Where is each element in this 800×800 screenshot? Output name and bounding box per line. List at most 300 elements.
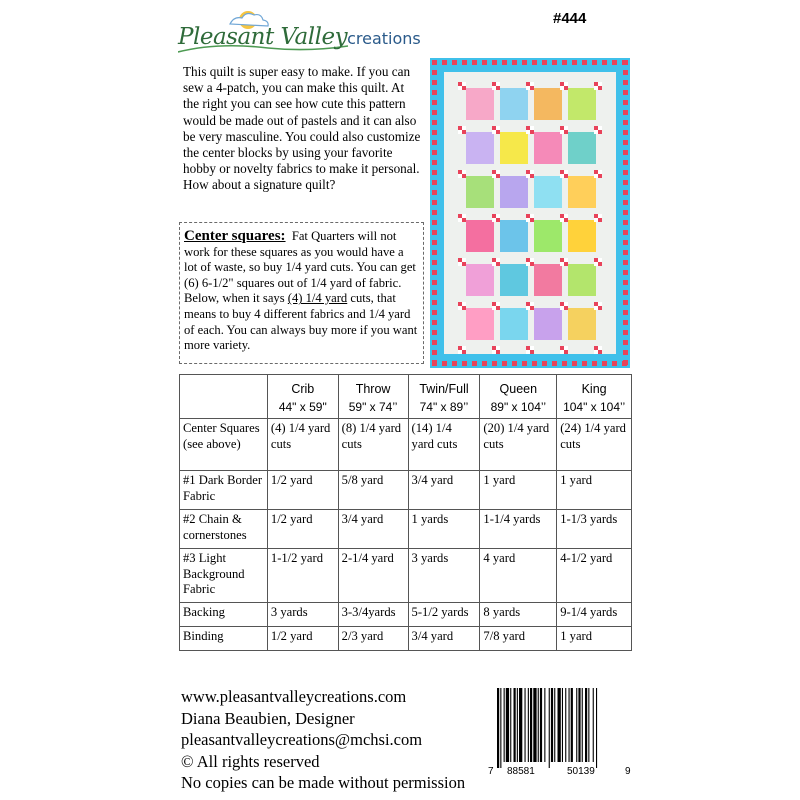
table-cell: 1/2 yard	[267, 627, 338, 651]
table-cell: 3/4 yard	[338, 510, 408, 549]
table-row	[180, 549, 632, 603]
quilt-edge-chain	[602, 361, 607, 366]
quilt-chain-square	[526, 218, 530, 222]
table-cell: 3/4 yard	[408, 471, 480, 510]
quilt-chain-square	[526, 174, 530, 178]
row-label: #2 Chain & cornerstones	[180, 510, 268, 549]
quilt-center-square	[534, 132, 562, 164]
quilt-center-square	[500, 220, 528, 252]
quilt-edge-chain	[623, 240, 628, 245]
quilt-edge-chain	[582, 60, 587, 65]
table-cell: (24) 1/4 yard cuts	[557, 419, 632, 471]
barcode-bar	[565, 688, 566, 762]
quilt-edge-chain	[502, 361, 507, 366]
quilt-chain-square	[564, 126, 568, 130]
quilt-photo	[430, 58, 630, 368]
quilt-edge-chain	[623, 190, 628, 195]
quilt-edge-chain	[623, 220, 628, 225]
quilt-chain-square	[492, 214, 496, 218]
quilt-chain-square	[598, 350, 602, 354]
quilt-edge-chain	[432, 220, 437, 225]
quilt-edge-chain	[432, 190, 437, 195]
quilt-chain-square	[594, 346, 598, 350]
quilt-edge-chain	[623, 90, 628, 95]
quilt-chain-square	[564, 170, 568, 174]
quilt-chain-square	[458, 170, 462, 174]
barcode-bar	[510, 688, 511, 762]
barcode-bar	[554, 688, 555, 762]
quilt-chain-square	[560, 214, 564, 218]
quilt-edge-chain	[623, 360, 628, 365]
quilt-edge-chain	[432, 110, 437, 115]
quilt-edge-chain	[432, 180, 437, 185]
barcode-bar	[549, 688, 550, 768]
quilt-chain-square	[594, 214, 598, 218]
quilt-edge-chain	[472, 60, 477, 65]
barcode-bar	[544, 688, 545, 762]
logo-sub-text: creations	[347, 29, 421, 48]
quilt-chain-square	[560, 302, 564, 306]
quilt-chain-square	[526, 214, 530, 218]
quilt-chain-square	[492, 346, 496, 350]
quilt-chain-square	[598, 346, 602, 350]
quilt-chain-square	[492, 262, 496, 266]
quilt-chain-square	[560, 82, 564, 86]
quilt-center-square	[500, 88, 528, 120]
quilt-chain-square	[594, 218, 598, 222]
quilt-chain-square	[530, 306, 534, 310]
quilt-chain-square	[564, 86, 568, 90]
quilt-chain-square	[594, 350, 598, 354]
center-squares-heading: Center squares:	[184, 228, 286, 244]
email-link[interactable]: pleasantvalleycreations@mchsi.com	[181, 730, 423, 749]
quilt-center-square	[466, 88, 494, 120]
quilt-edge-chain	[572, 361, 577, 366]
quilt-chain-square	[560, 86, 564, 90]
quilt-edge-chain	[432, 160, 437, 165]
quilt-chain-square	[496, 170, 500, 174]
quilt-center-square	[534, 220, 562, 252]
quilt-chain-square	[458, 218, 462, 222]
barcode-bar	[576, 688, 577, 762]
quilt-edge-chain	[623, 330, 628, 335]
quilt-chain-square	[530, 214, 534, 218]
center-squares-note	[179, 222, 424, 364]
quilt-chain-square	[492, 302, 496, 306]
quilt-chain-square	[458, 82, 462, 86]
quilt-chain-square	[492, 82, 496, 86]
quilt-edge-chain	[592, 361, 597, 366]
quilt-edge-chain	[522, 60, 527, 65]
quilt-chain-square	[496, 86, 500, 90]
quilt-chain-square	[462, 346, 466, 350]
copyright-notice: © All rights reserved	[181, 751, 320, 771]
quilt-center-square	[466, 132, 494, 164]
quilt-edge-chain	[462, 361, 467, 366]
intro-paragraph: This quilt is super easy to make. If you can sew a 4-patch, you can make this quilt. At the right you can see how cute this pattern would be made out of pastels and it can also be very masculine. You could also customize the center blocks by using your favorite hobby or novelty fabrics to make it personal. How about a signature quilt?	[183, 64, 421, 193]
quilt-chain-square	[458, 174, 462, 178]
quilt-chain-square	[530, 350, 534, 354]
quilt-edge-chain	[562, 60, 567, 65]
quilt-edge-chain	[623, 160, 628, 165]
quilt-chain-square	[560, 306, 564, 310]
table-cell: 7/8 yard	[480, 627, 557, 651]
barcode-bar	[571, 688, 573, 762]
quilt-chain-square	[594, 126, 598, 130]
quilt-edge-chain	[442, 60, 447, 65]
quilt-center-square	[500, 264, 528, 296]
table-cell: 3-3/4yards	[338, 603, 408, 627]
quilt-chain-square	[492, 218, 496, 222]
quilt-chain-square	[526, 258, 530, 262]
table-cell: 4 yard	[480, 549, 557, 603]
quilt-chain-square	[598, 218, 602, 222]
table-row	[180, 419, 632, 471]
barcode-bar	[582, 688, 583, 762]
quilt-chain-square	[526, 126, 530, 130]
barcode-bar	[578, 688, 580, 762]
quilt-chain-square	[594, 262, 598, 266]
quilt-edge-chain	[432, 250, 437, 255]
quilt-edge-chain	[623, 200, 628, 205]
barcode-bar	[530, 688, 532, 762]
quilt-chain-square	[496, 218, 500, 222]
quilt-center-square	[568, 308, 596, 340]
barcode-bar	[538, 688, 539, 762]
quilt-center-square	[466, 176, 494, 208]
quilt-chain-square	[496, 82, 500, 86]
quilt-edge-chain	[623, 320, 628, 325]
quilt-chain-square	[598, 82, 602, 86]
quilt-chain-square	[564, 174, 568, 178]
quilt-edge-chain	[432, 170, 437, 175]
barcode-digit-left: 7	[488, 766, 494, 776]
quilt-chain-square	[458, 258, 462, 262]
quilt-chain-square	[458, 306, 462, 310]
quilt-edge-chain	[432, 320, 437, 325]
quilt-edge-chain	[552, 60, 557, 65]
quilt-chain-square	[462, 258, 466, 262]
quilt-chain-square	[560, 170, 564, 174]
quilt-edge-chain	[432, 260, 437, 265]
column-header: Crib 44" x 59"	[267, 375, 338, 419]
quilt-chain-square	[594, 302, 598, 306]
center-squares-text-b: cuts, that means to buy 4 different fabrics and 1/4 yard of each. You can always buy more if you want more variety.	[184, 291, 418, 353]
quilt-chain-square	[496, 262, 500, 266]
table-cell: 9-1/4 yards	[557, 603, 632, 627]
barcode-bar	[593, 688, 594, 762]
quilt-edge-chain	[623, 80, 628, 85]
quilt-image	[430, 58, 630, 368]
quilt-chain-square	[598, 86, 602, 90]
quilt-chain-square	[598, 214, 602, 218]
quilt-chain-square	[462, 306, 466, 310]
logo-main-text: Pleasant Valley	[178, 24, 348, 50]
quilt-center-square	[534, 88, 562, 120]
quilt-edge-chain	[432, 340, 437, 345]
table-cell: 1 yard	[557, 471, 632, 510]
table-cell: 3 yards	[408, 549, 480, 603]
quilt-chain-square	[492, 86, 496, 90]
quilt-chain-square	[560, 262, 564, 266]
quilt-chain-square	[594, 170, 598, 174]
quilt-edge-chain	[432, 300, 437, 305]
quilt-chain-square	[496, 350, 500, 354]
quilt-chain-square	[560, 346, 564, 350]
quilt-chain-square	[598, 126, 602, 130]
quilt-chain-square	[564, 346, 568, 350]
quilt-edge-chain	[623, 60, 628, 65]
quilt-edge-chain	[552, 361, 557, 366]
table-cell: 1/2 yard	[267, 510, 338, 549]
quilt-edge-chain	[623, 340, 628, 345]
quilt-edge-chain	[432, 60, 437, 65]
barcode-bar	[588, 688, 589, 762]
quilt-chain-square	[496, 302, 500, 306]
pattern-number: #444	[553, 10, 587, 27]
quilt-center-square	[568, 88, 596, 120]
quilt-chain-square	[526, 302, 530, 306]
barcode-bar	[540, 688, 542, 762]
quilt-edge-chain	[432, 70, 437, 75]
quilt-edge-chain	[623, 300, 628, 305]
barcode-bar	[528, 688, 529, 762]
quilt-chain-square	[462, 126, 466, 130]
quilt-edge-chain	[532, 361, 537, 366]
pleasant-valley-logo	[178, 8, 421, 58]
quilt-chain-square	[492, 174, 496, 178]
quilt-edge-chain	[542, 60, 547, 65]
quilt-edge-chain	[542, 361, 547, 366]
quilt-chain-square	[594, 86, 598, 90]
quilt-edge-chain	[623, 140, 628, 145]
barcode-bar	[500, 688, 501, 768]
quilt-chain-square	[594, 82, 598, 86]
quilt-edge-chain	[432, 360, 437, 365]
quilt-edge-chain	[512, 361, 517, 366]
quilt-chain-square	[594, 174, 598, 178]
table-cell: 4-1/2 yard	[557, 549, 632, 603]
quilt-edge-chain	[602, 60, 607, 65]
center-squares-text-a: Fat Quarters will not work for these squares as you would have a lot of waste, so buy 1/4 yard cuts. You can get (6) 6-1/2" squares out of 1/4 yard of fabric. Below, when it says	[184, 229, 416, 306]
quilt-chain-square	[598, 302, 602, 306]
quilt-edge-chain	[452, 60, 457, 65]
quilt-chain-square	[598, 130, 602, 134]
table-cell: 1-1/3 yards	[557, 510, 632, 549]
quilt-chain-square	[496, 174, 500, 178]
quilt-chain-square	[458, 214, 462, 218]
quilt-chain-square	[594, 258, 598, 262]
quilt-chain-square	[496, 306, 500, 310]
table-header-row	[180, 375, 632, 419]
quilt-chain-square	[462, 174, 466, 178]
quilt-center-square	[568, 176, 596, 208]
quilt-chain-square	[560, 130, 564, 134]
quilt-chain-square	[492, 258, 496, 262]
table-cell: (20) 1/4 yard cuts	[480, 419, 557, 471]
table-cell: 8 yards	[480, 603, 557, 627]
quilt-edge-chain	[432, 290, 437, 295]
quilt-edge-chain	[442, 361, 447, 366]
quilt-edge-chain	[623, 150, 628, 155]
quilt-center-square	[466, 264, 494, 296]
barcode-bar	[533, 688, 536, 762]
copy-permission-notice: No copies can be made without permission	[181, 773, 466, 792]
quilt-edge-chain	[623, 170, 628, 175]
quilt-edge-chain	[612, 361, 617, 366]
table-cell: (14) 1/4 yard cuts	[408, 419, 480, 471]
quilt-chain-square	[496, 214, 500, 218]
quilt-chain-square	[530, 126, 534, 130]
quilt-chain-square	[530, 170, 534, 174]
quilt-center-square	[568, 132, 596, 164]
quilt-chain-square	[462, 82, 466, 86]
quilt-edge-chain	[472, 361, 477, 366]
quilt-center-square	[534, 308, 562, 340]
quilt-chain-square	[564, 258, 568, 262]
quilt-chain-square	[560, 126, 564, 130]
row-label: Center Squares (see above)	[180, 419, 268, 471]
quilt-edge-chain	[492, 60, 497, 65]
designer-credit: Diana Beaubien, Designer	[181, 708, 355, 728]
quilt-edge-chain	[623, 110, 628, 115]
quilt-edge-chain	[532, 60, 537, 65]
quilt-edge-chain	[502, 60, 507, 65]
quilt-center-square	[534, 176, 562, 208]
quilt-chain-square	[564, 306, 568, 310]
table-cell: 1 yard	[557, 627, 632, 651]
quilt-edge-chain	[522, 361, 527, 366]
quilt-chain-square	[530, 218, 534, 222]
quilt-chain-square	[530, 82, 534, 86]
table-cell: 3/4 yard	[408, 627, 480, 651]
barcode-bar	[585, 688, 587, 762]
quilt-chain-square	[530, 258, 534, 262]
quilt-chain-square	[526, 346, 530, 350]
quilt-edge-chain	[492, 361, 497, 366]
table-cell: 1-1/2 yard	[267, 549, 338, 603]
barcode-bar	[514, 688, 516, 762]
quilt-edge-chain	[432, 270, 437, 275]
quilt-chain-square	[564, 214, 568, 218]
barcode-bar	[517, 688, 518, 762]
quilt-edge-chain	[623, 120, 628, 125]
quilt-chain-square	[526, 262, 530, 266]
quilt-chain-square	[560, 258, 564, 262]
quilt-chain-square	[594, 306, 598, 310]
quilt-edge-chain	[623, 230, 628, 235]
barcode-digits-group1: 88581	[507, 766, 535, 776]
quilt-edge-chain	[432, 310, 437, 315]
quilt-chain-square	[564, 262, 568, 266]
column-header: Queen 89" x 104’’	[480, 375, 557, 419]
quilt-chain-square	[492, 306, 496, 310]
column-header: Twin/Full 74" x 89’’	[408, 375, 480, 419]
quilt-chain-square	[530, 302, 534, 306]
quilt-edge-chain	[623, 280, 628, 285]
barcode-bar	[497, 688, 499, 768]
barcode-bar	[504, 688, 505, 762]
quilt-chain-square	[526, 86, 530, 90]
quilt-center-square	[534, 264, 562, 296]
quilt-chain-square	[526, 130, 530, 134]
quilt-edge-chain	[592, 60, 597, 65]
row-label: #1 Dark Border Fabric	[180, 471, 268, 510]
quilt-edge-chain	[432, 200, 437, 205]
quilt-chain-square	[492, 130, 496, 134]
table-cell: 2-1/4 yard	[338, 549, 408, 603]
table-cell: 5-1/2 yards	[408, 603, 480, 627]
quilt-edge-chain	[512, 60, 517, 65]
quilt-edge-chain	[432, 240, 437, 245]
quilt-chain-square	[598, 174, 602, 178]
table-cell: 1 yards	[408, 510, 480, 549]
quilt-chain-square	[458, 350, 462, 354]
quilt-chain-square	[462, 170, 466, 174]
table-cell: 1/2 yard	[267, 471, 338, 510]
quilt-edge-chain	[623, 70, 628, 75]
quilt-chain-square	[564, 130, 568, 134]
quilt-chain-square	[564, 218, 568, 222]
quilt-chain-square	[564, 82, 568, 86]
website-link[interactable]: www.pleasantvalleycreations.com	[181, 687, 407, 706]
quilt-chain-square	[530, 86, 534, 90]
quilt-edge-chain	[623, 130, 628, 135]
quilt-edge-chain	[562, 361, 567, 366]
quilt-chain-square	[526, 170, 530, 174]
barcode-bars	[485, 686, 633, 776]
footer-info	[181, 686, 465, 794]
quilt-edge-chain	[623, 260, 628, 265]
quilt-chain-square	[462, 86, 466, 90]
quilt-edge-chain	[432, 80, 437, 85]
quilt-chain-square	[458, 130, 462, 134]
table-cell: (4) 1/4 yard cuts	[267, 419, 338, 471]
quilt-chain-square	[530, 174, 534, 178]
quilt-center-square	[500, 132, 528, 164]
quilt-edge-chain	[623, 180, 628, 185]
table-row	[180, 603, 632, 627]
quilt-edge-chain	[432, 350, 437, 355]
barcode-bar	[525, 688, 526, 762]
quilt-edge-chain	[432, 230, 437, 235]
table-cell: (8) 1/4 yard cuts	[338, 419, 408, 471]
quilt-edge-chain	[582, 361, 587, 366]
quilt-chain-square	[560, 218, 564, 222]
barcode-digits-group2: 50139	[567, 766, 595, 776]
quilt-chain-square	[458, 302, 462, 306]
quilt-chain-square	[526, 306, 530, 310]
quilt-center-square	[500, 308, 528, 340]
table-cell: 2/3 yard	[338, 627, 408, 651]
quilt-chain-square	[564, 350, 568, 354]
barcode-bar	[562, 688, 563, 762]
quilt-edge-chain	[432, 140, 437, 145]
barcode-digit-right: 9	[625, 766, 631, 776]
quilt-chain-square	[496, 126, 500, 130]
barcode-bar	[519, 688, 522, 762]
quilt-edge-chain	[623, 250, 628, 255]
quilt-chain-square	[526, 350, 530, 354]
quilt-edge-chain	[432, 130, 437, 135]
quilt-chain-square	[492, 126, 496, 130]
table-cell: 5/8 yard	[338, 471, 408, 510]
quilt-edge-chain	[432, 210, 437, 215]
barcode-bar	[569, 688, 570, 762]
upc-barcode	[485, 686, 633, 776]
quilt-chain-square	[462, 214, 466, 218]
table-corner-cell	[180, 375, 268, 419]
